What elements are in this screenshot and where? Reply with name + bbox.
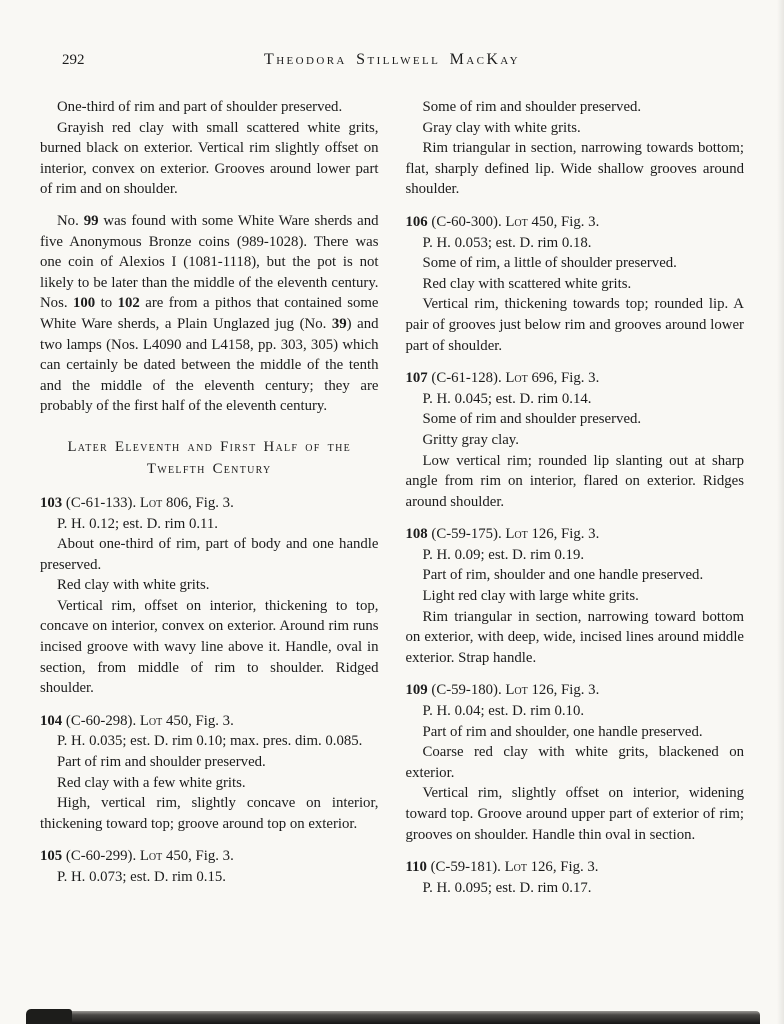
section-heading-line: Twelfth Century (146, 460, 272, 477)
catalog-entry-103 (40, 493, 379, 699)
text-run: Red clay with a few white grits. (57, 774, 246, 791)
catalog-entry-104 (40, 711, 379, 835)
entry-paragraph (406, 783, 745, 845)
text-run: P. H. 0.035; est. D. rim 0.10; max. pres. dim. 0.085. (57, 733, 363, 750)
text-run: P. H. 0.04; est. D. rim 0.10. (422, 703, 585, 720)
entry-paragraph (40, 867, 379, 888)
text-run: (C-59-181). (426, 859, 505, 876)
bold-text: 106 (405, 213, 428, 230)
entry-paragraph (40, 575, 379, 596)
entry-head (406, 524, 745, 545)
catalog-entry-108 (406, 524, 745, 668)
bold-text: 104 (40, 712, 63, 729)
text-run: 696, Fig. 3. (527, 370, 600, 387)
text-run: (C-60-300). (427, 213, 506, 230)
text-run: P. H. 0.12; est. D. rim 0.11. (57, 515, 218, 532)
bold-text: 39 (331, 315, 347, 332)
smallcaps-text: Lot (139, 848, 163, 865)
section-heading (40, 436, 379, 480)
bold-text: 108 (405, 526, 428, 543)
entry-paragraph (40, 752, 379, 773)
text-run: Some of rim and shoulder preserved. (422, 99, 642, 115)
bold-text: 102 (117, 295, 140, 312)
text-run: (C-61-128). (427, 370, 506, 387)
smallcaps-text: Lot (139, 712, 163, 729)
right-column (406, 97, 745, 898)
text-run: About one-third of rim, part of body and one handle preserved. (40, 536, 379, 573)
entry-paragraph (406, 430, 745, 451)
catalog-entry-107 (406, 368, 745, 512)
entry-paragraph (406, 742, 745, 783)
text-run: Some of rim and shoulder preserved. (422, 411, 642, 428)
text-run: P. H. 0.09; est. D. rim 0.19. (422, 546, 585, 563)
catalog-entry-109 (406, 680, 745, 845)
two-column-text-body (40, 97, 744, 898)
text-run: (C-60-298). (62, 712, 140, 729)
text-run: Red clay with white grits. (57, 577, 210, 594)
text-run: are from a pithos that contained some White Ware sherds, a Plain Unglazed jug (No. (40, 295, 379, 332)
entry-head (406, 680, 745, 701)
entry-paragraph (40, 596, 379, 699)
bold-text: 109 (405, 682, 428, 699)
entry-head (406, 368, 745, 389)
entry-head (406, 212, 745, 233)
entry-head (40, 493, 379, 514)
text-run: 126, Fig. 3. (527, 526, 600, 543)
entry-paragraph (406, 253, 745, 274)
text-run: (C-60-299). (62, 848, 140, 865)
entry-paragraph (406, 274, 745, 295)
text-run: (C-59-180). (427, 682, 506, 699)
text-run: No. (57, 212, 84, 229)
section-heading-line: Later Eleventh and First Half of the (67, 438, 352, 455)
text-run: to (95, 295, 118, 312)
text-run: Rim triangular in section, narrowing towards bottom; flat, sharply defined lip. Wide shallow grooves around shoulder. (405, 140, 744, 198)
running-header (42, 50, 742, 71)
entry-paragraph (406, 607, 745, 669)
bold-text: 100 (73, 295, 96, 312)
text-run: (C-61-133). (62, 494, 140, 511)
running-head-title: Theodora Stillwell MacKay (264, 51, 520, 68)
bold-text: 107 (405, 370, 428, 387)
catalog-entry-105 (40, 846, 379, 887)
text-run: ) and two lamps (Nos. L4090 and L4158, pp. 303, 305) which can certainly be dated between the middle of the tenth and the middle of the eleventh century; they are probably of the first half of the eleventh century. (40, 315, 379, 415)
smallcaps-text: Lot (505, 526, 528, 543)
paragraph (40, 118, 379, 200)
entry-paragraph (40, 731, 379, 752)
dating-note (40, 211, 379, 417)
bold-text: 110 (405, 859, 427, 876)
text-run: Vertical rim, thickening towards top; rounded lip. A pair of grooves just below rim and grooves around lower part of shoulder. (405, 296, 744, 354)
entry-paragraph (406, 451, 745, 513)
text-run: 450, Fig. 3. (527, 213, 600, 230)
page-number: 292 (62, 52, 85, 68)
entry-paragraph (406, 294, 745, 356)
text-run: Light red clay with large white grits. (422, 588, 639, 605)
text-run: One-third of rim and part of shoulder preserved. (57, 99, 343, 115)
entry-paragraph (406, 586, 745, 607)
text-run: Part of rim and shoulder preserved. (57, 754, 266, 771)
text-run: Some of rim, a little of shoulder preserved. (422, 255, 677, 272)
entry-paragraph (406, 545, 745, 566)
entry-paragraph (40, 773, 379, 794)
text-run: Vertical rim, slightly offset on interior, widening toward top. Groove around upper part of exterior of rim; grooves on shoulder. Handle thin oval in section. (405, 785, 744, 843)
text-run: Rim triangular in section, narrowing toward bottom on exterior, with deep, wide, incised lines around middle exterior. Strap handle. (405, 608, 744, 666)
entry-head (406, 857, 745, 878)
smallcaps-text: Lot (505, 682, 528, 699)
entry-paragraph (40, 534, 379, 575)
text-run: Red clay with scattered white grits. (422, 275, 632, 292)
entry-paragraph (406, 878, 745, 899)
text-run: was found with some White Ware sherds and five Anonymous Bronze coins (989-1028). There was one coin of Alexios I (1081-1118), but the pot is not likely to be later than the middle of the eleventh century. Nos. (40, 212, 379, 312)
entry-paragraph (406, 409, 745, 430)
entry-paragraph (40, 793, 379, 834)
text-run: P. H. 0.045; est. D. rim 0.14. (422, 390, 592, 407)
bold-text: 105 (40, 848, 63, 865)
entry-105-continued (406, 97, 745, 118)
text-run: High, vertical rim, slightly concave on interior, thickening toward top; groove around top on exterior. (40, 795, 379, 832)
text-run: P. H. 0.073; est. D. rim 0.15. (57, 869, 226, 885)
smallcaps-text: Lot (139, 494, 163, 511)
text-run: P. H. 0.053; est. D. rim 0.18. (422, 234, 592, 251)
scan-artifact-bar (30, 1011, 760, 1024)
text-run: Grayish red clay with small scattered white grits, burned black on exterior. Vertical rim slightly offset on interior, convex on exterior. Grooves around lower part of rim and on shoulder. (40, 119, 379, 198)
entry-paragraph (40, 514, 379, 535)
entry-paragraph (406, 233, 745, 254)
catalog-entry-110 (406, 857, 745, 898)
smallcaps-text: Lot (505, 213, 528, 230)
bold-text: 99 (83, 212, 99, 229)
text-run: 450, Fig. 3. (162, 712, 234, 729)
text-run: Gritty gray clay. (422, 431, 519, 448)
entry-paragraph (406, 722, 745, 743)
text-run: P. H. 0.095; est. D. rim 0.17. (422, 879, 592, 896)
text-run: (C-59-175). (427, 526, 506, 543)
smallcaps-text: Lot (505, 370, 528, 387)
entry-head (40, 711, 379, 732)
text-run: Part of rim and shoulder, one handle preserved. (422, 723, 703, 740)
text-run: Low vertical rim; rounded lip slanting out at sharp angle from rim on interior, flared on exterior. Ridges around shoulder. (405, 452, 744, 510)
text-run: Gray clay with white grits. (422, 119, 581, 136)
text-run: 126, Fig. 3. (526, 859, 599, 876)
text-run: Coarse red clay with white grits, blackened on exterior. (405, 744, 744, 781)
bold-text: 103 (40, 494, 63, 511)
entry-continued-paragraph (40, 97, 379, 118)
text-run: 126, Fig. 3. (527, 682, 600, 699)
paragraph (406, 138, 745, 200)
entry-paragraph (406, 701, 745, 722)
entry-paragraph (406, 565, 745, 586)
entry-head (40, 846, 379, 867)
catalog-entry-106 (406, 212, 745, 356)
paragraph (406, 118, 745, 139)
text-run: Part of rim, shoulder and one handle preserved. (422, 567, 704, 584)
left-column (40, 97, 379, 898)
entry-paragraph (406, 389, 745, 410)
text-run: 450, Fig. 3. (162, 848, 234, 865)
text-run: 806, Fig. 3. (162, 494, 234, 511)
text-run: Vertical rim, offset on interior, thickening to top, concave on interior, convex on exterior. Around rim runs incised groove with wavy line above it. Handle, oval in section, from middle of rim to shoulder. Ridged shoulder. (40, 597, 379, 697)
smallcaps-text: Lot (504, 859, 527, 876)
